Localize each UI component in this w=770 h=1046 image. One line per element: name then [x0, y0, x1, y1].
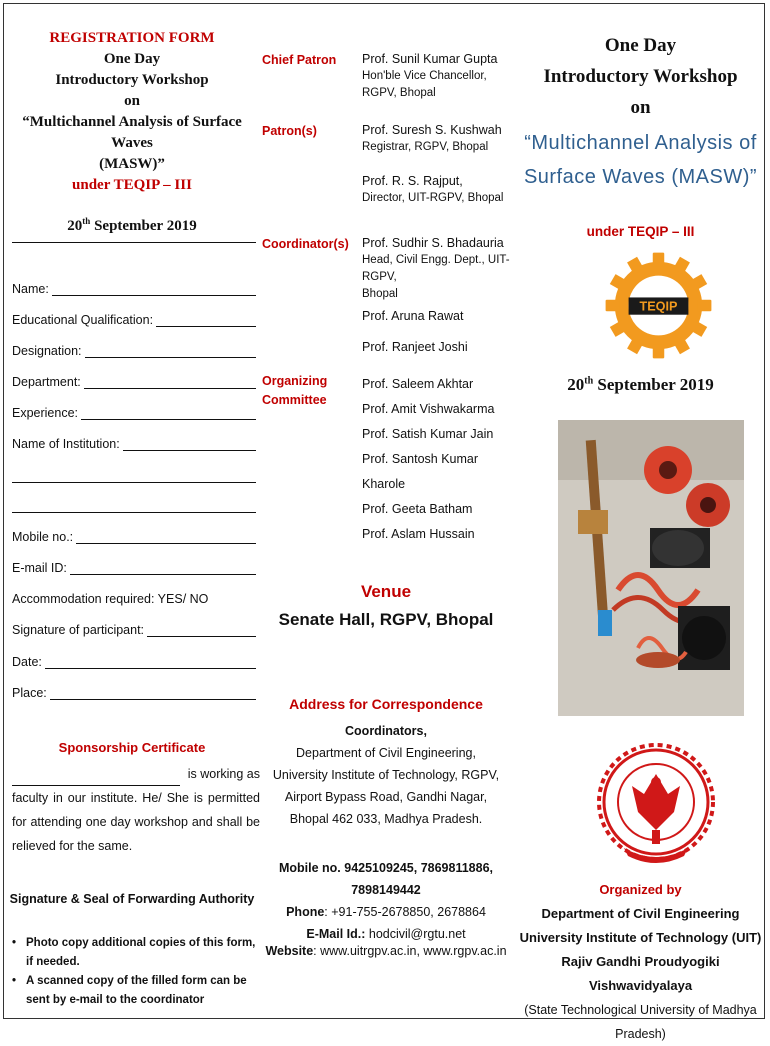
- workshop-title-line1: “Multichannel Analysis of Surface Waves: [22, 114, 242, 151]
- department-field[interactable]: Department:: [12, 375, 256, 389]
- mobile-numbers: Mobile no. 9425109245, 7869811886, 7898149442: [278, 861, 494, 897]
- teqip-text: under TEQIP – III: [72, 177, 192, 193]
- venue-name: Senate Hall, RGPV, Bhopal: [278, 610, 494, 629]
- committee-member: Prof. Geeta Batham: [362, 502, 473, 516]
- cover-title: “Multichannel Analysis of Surface Waves (MASW)”: [523, 132, 758, 188]
- institution-blank-line[interactable]: [12, 512, 256, 513]
- registration-form-title: REGISTRATION FORM: [49, 30, 215, 46]
- name-field[interactable]: Name:: [12, 282, 256, 296]
- on-text: on: [124, 93, 140, 109]
- phone-line: Phone: +91-755-2678850, 2678864: [286, 905, 486, 919]
- committee-column: Chief Patron Prof. Sunil Kumar Gupta Hon'ble Vice Chancellor, RGPV, Bhopal Patron(s) Prof. Suresh S. Kushwah Registrar, RGPV, Bhopal Prof. R. S. Rajput, Director, UIT-RGPV, Bhopal Coordinator(s) Prof. Sudhir S. Bhadauria Head, Civil Engg. Dept., UIT-RGPV, Bhopal Prof. Aruna Rawat Prof. Ranjeet Joshi Organizing Committee Prof. Saleem Akhtar Prof. Amit Vishwakarma Prof. Satish Kumar Jain Prof. Santosh Kumar Kharole Prof. Geeta Batham Prof. Aslam Hussain Venue Senate Hall, RGPV, Bhopal Address for Correspondence Coordinators, Department of Civil Engineering, University Institute of Technology, RGPV, Airport Bypass Road, Gandhi Nagar, Bhopal 462 033, Madhya Pradesh. Mobile no. 9425109245, 7869811886, 7898149442 Phone: +91-755-2678850, 2678864 E-Mail Id.: hodcivil@rgtu.net Website: www.uitrgpv.ac.in, www.rgpv.ac.in: [262, 52, 510, 958]
- divider: [12, 242, 256, 243]
- one-day-text: One Day: [103, 51, 161, 67]
- sponsorship-text: is working as faculty in our institute. He/ She is permitted for attending one day workshop and shall be relieved for the same.: [12, 767, 260, 853]
- designation-field[interactable]: Designation:: [12, 344, 256, 358]
- coordinator-name: Prof. Aruna Rawat: [362, 309, 464, 323]
- workshop-title-line2: (MASW)”: [99, 156, 165, 172]
- venue-label: Venue: [360, 582, 412, 601]
- contact-block: [262, 857, 510, 945]
- accommodation-field: Accommodation required: YES/ NO: [12, 592, 209, 606]
- coordinator-name: Prof. Ranjeet Joshi: [362, 340, 468, 354]
- rgpv-emblem: [594, 738, 718, 872]
- registration-column: [8, 0, 260, 1024]
- qualification-field[interactable]: Educational Qualification:: [12, 313, 256, 327]
- masw-equipment-photo: [558, 420, 744, 716]
- sponsorship-title: Sponsorship Certificate: [58, 740, 206, 755]
- organized-by-label: Organized by: [599, 882, 682, 897]
- website-line[interactable]: Website: www.uitrgpv.ac.in, www.rgpv.ac.in: [265, 944, 507, 958]
- notes-list: [12, 934, 262, 1010]
- teqip-logo: [601, 248, 716, 363]
- note-item: • Photo copy additional copies of this form, if needed.: [12, 937, 256, 968]
- intro-workshop-text: Introductory Workshop: [55, 72, 209, 88]
- address-block: Coordinators, Department of Civil Engineering, University Institute of Technology, RGPV, Airport Bypass Road, Gandhi Nagar, Bhopal 462 033, Madhya Pradesh.: [272, 724, 500, 826]
- institution-blank-line[interactable]: [12, 482, 256, 483]
- date-field[interactable]: Date:: [12, 655, 256, 669]
- mobile-field[interactable]: Mobile no.:: [12, 530, 256, 544]
- cover-teqip-text: under TEQIP – III: [586, 224, 695, 239]
- committee-member: Prof. Aslam Hussain: [362, 527, 475, 541]
- note-item: • A scanned copy of the filled form can be sent by e-mail to the coordinator: [12, 975, 247, 1006]
- registration-heading: [8, 28, 256, 196]
- email-line[interactable]: E-Mail Id.: hodcivil@rgtu.net: [306, 927, 466, 941]
- committee-member: Prof. Santosh Kumar Kharole: [362, 452, 479, 491]
- committee-member: Prof. Satish Kumar Jain: [362, 427, 494, 441]
- cover-column: [518, 0, 763, 1041]
- email-field[interactable]: E-mail ID:: [12, 561, 256, 575]
- signature-field[interactable]: Signature of participant:: [12, 623, 256, 637]
- cover-heading: One Day Introductory Workshop on: [543, 35, 738, 118]
- address-label: Address for Correspondence: [289, 696, 483, 712]
- forwarding-authority: Signature & Seal of Forwarding Authority: [9, 892, 255, 906]
- organizer-block: Organized by Department of Civil Engineering University Institute of Technology (UIT) Rajiv Gandhi Proudyogiki Vishwavidyalaya (State Technological University of Madhya Pradesh): [518, 878, 763, 1046]
- committee-member: Prof. Amit Vishwakarma: [362, 402, 495, 416]
- place-field[interactable]: Place:: [12, 686, 256, 700]
- workshop-date: 20th September 2019: [67, 216, 197, 234]
- committee-member: Prof. Saleem Akhtar: [362, 377, 474, 391]
- experience-field[interactable]: Experience:: [12, 406, 256, 420]
- faculty-name-blank[interactable]: [12, 770, 180, 786]
- institution-field[interactable]: Name of Institution:: [12, 437, 256, 451]
- cover-date: 20th September 2019: [567, 375, 714, 394]
- teqip-logo-text: TEQIP: [639, 299, 678, 314]
